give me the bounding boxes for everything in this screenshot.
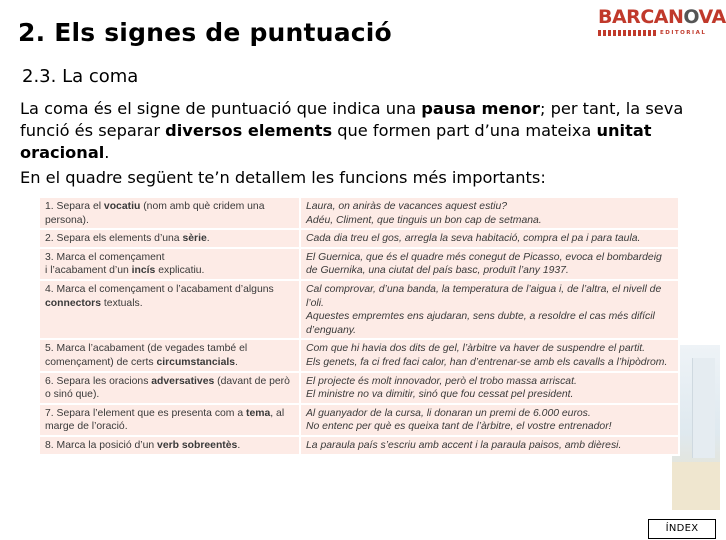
rule-description xyxy=(39,436,300,455)
rule-description xyxy=(39,197,300,229)
rule-keyword: vocatiu xyxy=(103,201,141,212)
rule-example: Cada dia treu el gos, arregla la seva habitació, compra el pa i para taula. xyxy=(300,229,679,248)
rule-keyword: adversatives xyxy=(151,375,215,387)
rule-text: (davant de però o sinó que). xyxy=(45,375,290,401)
table-row xyxy=(39,436,679,455)
rule-example: La paraula país s’escriu amb accent i la paraula paisos, amb dièresi. xyxy=(300,436,679,455)
rule-keyword: tema xyxy=(246,407,271,419)
rule-keyword: circumstancials xyxy=(156,356,236,368)
rule-example: Com que hi havia dos dits de gel, l’àrbitre va haver de suspendre el partit. Els genets, fa ci fred faci calor, han d’entrenar-se amb els cavalls a l’hipòdrom. xyxy=(300,339,679,371)
rule-text: 3. Marca el començament i l’acabament d’un xyxy=(45,251,165,277)
rule-text: , al marge de l’oració. xyxy=(45,407,285,433)
table-row xyxy=(39,197,679,229)
bold-term: diversos elements xyxy=(165,121,333,140)
rule-description xyxy=(39,339,300,371)
rule-example: Laura, on aniràs de vacances aquest estiu? Adéu, Climent, que tinguis un bon cap de setmana. xyxy=(300,197,679,229)
rule-text: . xyxy=(206,233,210,245)
paragraph-text: La coma és el signe de puntuació que indica una xyxy=(20,99,422,118)
section-subtitle: 2.3. La coma xyxy=(22,66,139,87)
rule-text: 1. Separa el xyxy=(45,201,104,212)
paragraph-text: ; per tant, la seva funció és separar xyxy=(20,99,684,140)
slide-title: 2. Els signes de puntuació xyxy=(18,18,392,47)
rule-description xyxy=(39,280,300,339)
rule-example: El projecte és molt innovador, però el trobo massa arriscat. El ministre no va dimitir, sinó que fou cessat pel president. xyxy=(300,372,679,404)
rule-text: (nom amb què cridem una persona). xyxy=(45,201,265,226)
bold-term: unitat oracional xyxy=(20,121,652,162)
table-row xyxy=(39,372,679,404)
paragraph-text: . xyxy=(104,143,110,162)
table-intro-text: En el quadre següent te’n detallem les funcions més importants: xyxy=(20,168,546,187)
rule-example: El Guernica, que és el quadre més conegut de Picasso, evoca el bombardeig de Guernika, una ciutat del país basc, produït l’any 1937. xyxy=(300,248,679,280)
barcanova-logo: BARCANOVA EDITORIAL xyxy=(598,6,726,36)
rule-text: 5. Marca l’acabament (de vegades també el començament) de certs xyxy=(45,343,248,368)
rule-description xyxy=(39,248,300,280)
table-row xyxy=(39,404,679,436)
rule-description xyxy=(39,404,300,436)
table-row xyxy=(39,280,679,339)
rule-keyword: sèrie xyxy=(182,233,207,245)
rule-keyword: incís xyxy=(131,265,156,277)
table-row xyxy=(39,229,679,248)
rule-text: 2. Separa els elements d’una xyxy=(45,233,183,245)
rule-text: explicatiu. xyxy=(155,265,205,277)
rule-description xyxy=(39,229,300,248)
table-row xyxy=(39,339,679,371)
rule-text: textuals. xyxy=(101,297,143,309)
rule-text: 8. Marca la posició d’un xyxy=(45,439,158,451)
bold-term: pausa menor xyxy=(421,99,540,118)
rule-text: . xyxy=(235,356,238,368)
rule-text: 7. Separa l’element que es presenta com a xyxy=(45,407,247,419)
index-button[interactable]: ÍNDEX xyxy=(648,519,716,539)
rule-text: . xyxy=(237,439,241,451)
rule-keyword: connectors xyxy=(45,297,102,309)
rule-keyword: verb sobreentès xyxy=(157,439,238,451)
rule-example: Cal comprovar, d’una banda, la temperatura de l’aigua i, de l’altra, el nivell de l’oli. Aquestes empremtes ens ajudaran, sens dubte, a resoldre el cas més difícil d’enguany. xyxy=(300,280,679,339)
paragraph-text: que formen part d’una mateixa xyxy=(332,121,597,140)
rule-description xyxy=(39,372,300,404)
comma-rules-table xyxy=(38,196,680,456)
rule-example: Al guanyador de la cursa, li donaran un premi de 6.000 euros. No entenc per què es queixa tant de l’àrbitre, el vostre entrenador! xyxy=(300,404,679,436)
intro-paragraph xyxy=(20,98,710,164)
table-row xyxy=(39,248,679,280)
rule-text: 4. Marca el començament o l’acabament d’alguns xyxy=(45,283,274,295)
rule-text: 6. Separa les oracions xyxy=(45,375,152,387)
